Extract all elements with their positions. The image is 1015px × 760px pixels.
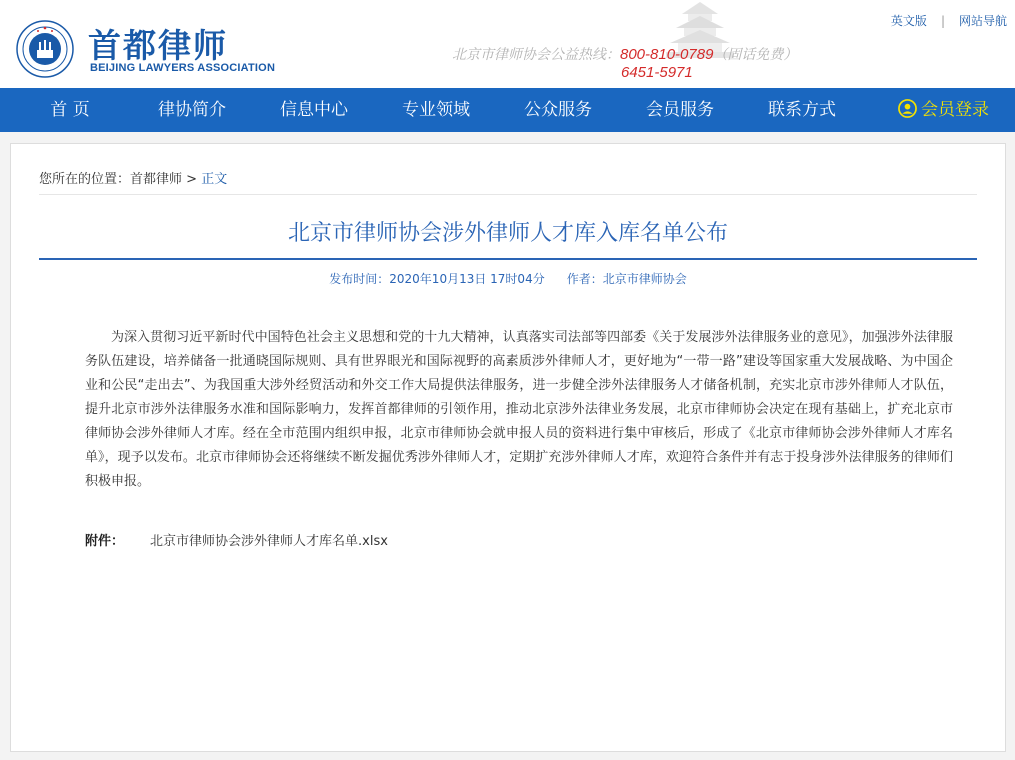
association-emblem-icon[interactable] xyxy=(16,20,74,78)
breadcrumb-prefix: 您所在的位置： xyxy=(39,172,131,187)
site-header xyxy=(0,0,1015,88)
nav-practice-areas[interactable]: 专业领域 xyxy=(402,100,470,120)
article-body: 为深入贯彻习近平新时代中国特色社会主义思想和党的十九大精神，认真落实司法部等四部委《关于发展涉外法律服务业的意见》，加强涉外法律服务队伍建设，培养储备一批通晓国际规则、具有世界眼光和国际视野的高素质涉外律师人才，更好地为“一带一路”建设等国家重大发展战略、为中国企业和公民“走出去”、为我国重大涉外经贸活动和外交工作大局提供法律服务，进一步健全涉外法律服务人才储备机制，充实北京市涉外律师人才队伍，提升北京市涉外法律服务水准和国际影响力，发挥首都律师的引领作用，推动北京涉外法律业务发展，北京市律师协会决定在现有基础上，扩充北京市律师协会涉外律师人才库。经在全市范围内组织申报，北京市律师协会就申报人员的资料进行集中审核后，形成了《北京市律师协会涉外律师人才库名单》，现予以发布。北京市律师协会还将继续不断发掘优秀涉外律师人才，定期扩充涉外律师人才库，欢迎符合条件并有志于投身涉外法律服务的律师们积极申报。 xyxy=(85,330,953,489)
publish-time: 发布时间：2020年10月13日 17时04分 xyxy=(329,272,545,286)
hotline-number-2: 6451-5971 xyxy=(621,64,693,81)
nav-member-services[interactable]: 会员服务 xyxy=(646,100,714,120)
english-version-link[interactable]: 英文版 xyxy=(890,14,927,28)
breadcrumb-separator: > xyxy=(186,172,198,187)
breadcrumb xyxy=(39,168,227,187)
hotline-note: （固话免费） xyxy=(713,47,798,63)
main-nav xyxy=(0,88,1015,132)
hotline xyxy=(452,44,797,64)
nav-home[interactable]: 首 页 xyxy=(50,100,90,120)
nav-contact[interactable]: 联系方式 xyxy=(768,100,836,120)
article-author: 作者：北京市律师协会 xyxy=(566,272,687,286)
nav-about[interactable]: 律协简介 xyxy=(158,100,226,120)
user-icon xyxy=(898,99,917,118)
logo-subtitle: BEIJING LAWYERS ASSOCIATION xyxy=(90,62,276,74)
sitemap-link[interactable]: 网站导航 xyxy=(958,14,1007,28)
member-login-label: 会员登录 xyxy=(921,100,989,120)
top-links xyxy=(891,12,1007,29)
attachment-label: 附件： xyxy=(85,534,125,549)
logo-title[interactable]: 首都律师 xyxy=(88,26,228,65)
nav-info-center[interactable]: 信息中心 xyxy=(280,100,348,120)
article-title: 北京市律师协会涉外律师人才库入库名单公布 xyxy=(287,221,728,246)
title-divider xyxy=(39,258,977,260)
hotline-label: 北京市律师协会公益热线： xyxy=(452,47,620,63)
breadcrumb-home-link[interactable]: 首都律师 xyxy=(130,172,183,187)
hotline-number: 800-810-0789 xyxy=(620,46,714,63)
nav-public-services[interactable]: 公众服务 xyxy=(524,100,592,120)
member-login-button[interactable] xyxy=(872,88,1015,132)
attachment xyxy=(85,530,388,549)
link-separator: | xyxy=(940,14,945,28)
breadcrumb-current: 正文 xyxy=(201,172,228,187)
article-meta xyxy=(39,270,977,287)
attachment-file-link[interactable]: 北京市律师协会涉外律师人才库名单.xlsx xyxy=(150,534,388,549)
article-panel xyxy=(10,143,1006,752)
breadcrumb-divider xyxy=(39,194,977,195)
